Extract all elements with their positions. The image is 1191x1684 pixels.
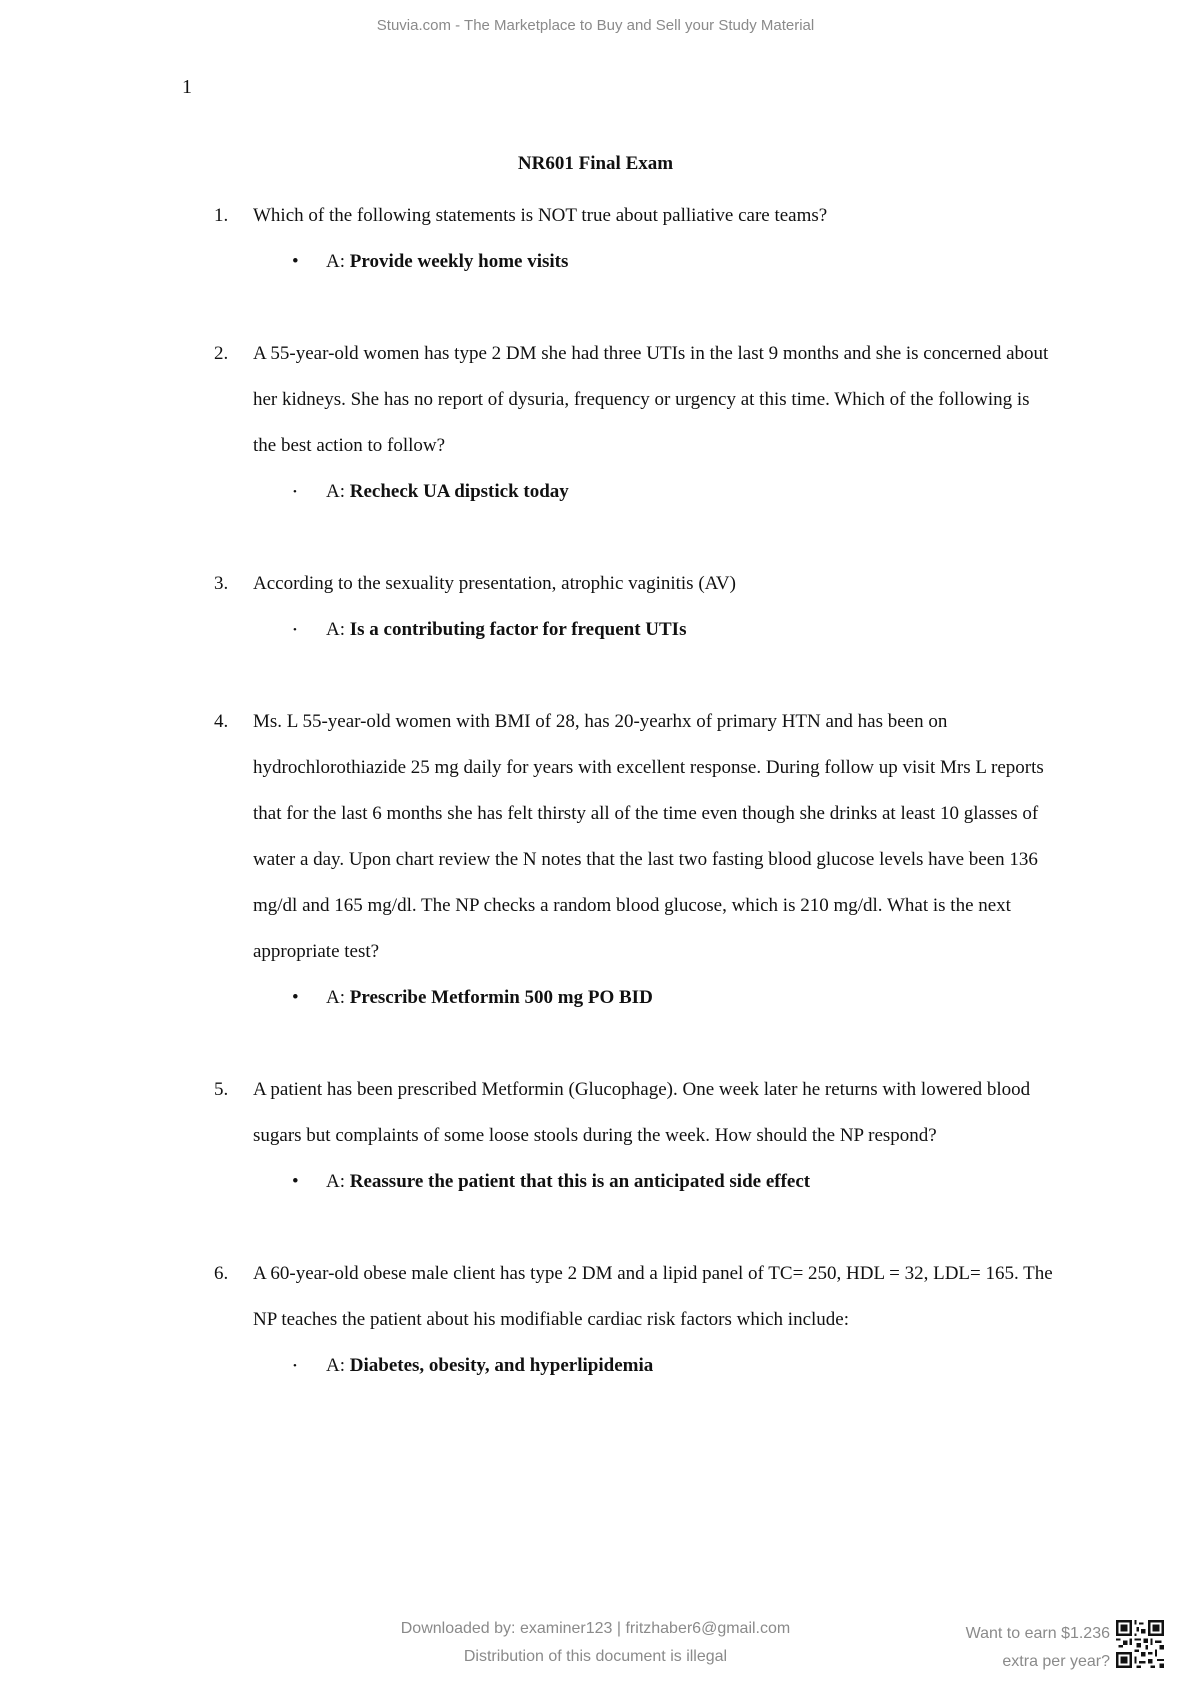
question-number: 3.	[214, 573, 229, 594]
answer-line	[292, 1159, 1191, 1205]
question-text: A 55-year-old women has type 2 DM she had three UTIs in the last 9 months and she is concerned about her kidneys. She has no report of dysuria, frequency or urgency at this time. Which of the following is the best action to follow?	[253, 343, 1049, 456]
answer-line	[293, 469, 1191, 515]
question-item	[0, 699, 1191, 1021]
answer-prefix: A:	[326, 251, 345, 272]
bullet-icon: •	[293, 486, 297, 498]
bullet-icon: •	[293, 624, 297, 636]
answer-text: Is a contributing factor for frequent UTIs	[349, 619, 687, 640]
question-number: 2.	[214, 343, 229, 364]
question-number: 4.	[214, 711, 229, 732]
question-item	[0, 331, 1191, 515]
answer-text: Provide weekly home visits	[349, 251, 569, 272]
answer-line	[292, 975, 1191, 1021]
answer-prefix: A:	[326, 481, 345, 502]
document-title: NR601 Final Exam	[517, 153, 674, 174]
answer-text: Prescribe Metformin 500 mg PO BID	[349, 987, 653, 1008]
question-item	[0, 561, 1191, 653]
distribution-notice: Distribution of this document is illegal	[463, 1648, 728, 1665]
question-number: 5.	[214, 1079, 229, 1100]
answer-prefix: A:	[326, 619, 345, 640]
bullet-icon: •	[293, 1360, 297, 1372]
question-text: Which of the following statements is NOT true about palliative care teams?	[253, 205, 828, 226]
question-text: A patient has been prescribed Metformin (Glucophage). One week later he returns with lowered blood sugars but complaints of some loose stools during the week. How should the NP respond?	[253, 1079, 1031, 1146]
question-text: A 60-year-old obese male client has type 2 DM and a lipid panel of TC= 250, HDL = 32, LDL= 165. The NP teaches the patient about his modifiable cardiac risk factors which include:	[253, 1263, 1053, 1330]
earn-promo[interactable]	[950, 1620, 1110, 1676]
answer-line	[293, 607, 1191, 653]
stuvia-watermark: Stuvia.com - The Marketplace to Buy and Sell your Study Material	[376, 17, 815, 34]
qr-code-icon[interactable]	[1116, 1620, 1164, 1668]
question-item	[0, 193, 1191, 285]
bullet-icon: •	[292, 1171, 299, 1192]
answer-text: Diabetes, obesity, and hyperlipidemia	[349, 1355, 654, 1376]
question-number: 6.	[214, 1263, 229, 1284]
page-number: 1	[182, 76, 192, 98]
answer-text: Reassure the patient that this is an anticipated side effect	[349, 1171, 811, 1192]
bullet-icon: •	[292, 251, 299, 272]
answer-prefix: A:	[326, 987, 345, 1008]
promo-line-1: Want to earn $1.236	[965, 1625, 1110, 1642]
answer-line	[292, 239, 1191, 285]
question-item	[0, 1251, 1191, 1389]
question-list	[0, 193, 1191, 1435]
bullet-icon: •	[292, 987, 299, 1008]
answer-prefix: A:	[326, 1171, 345, 1192]
question-item	[0, 1067, 1191, 1205]
promo-line-2: extra per year?	[1002, 1653, 1110, 1670]
answer-line	[293, 1343, 1191, 1389]
answer-prefix: A:	[326, 1355, 345, 1376]
question-text: According to the sexuality presentation, atrophic vaginitis (AV)	[253, 573, 736, 594]
question-number: 1.	[214, 205, 229, 226]
answer-text: Recheck UA dipstick today	[349, 481, 569, 502]
question-text: Ms. L 55-year-old women with BMI of 28, has 20-yearhx of primary HTN and has been on hydrochlorothiazide 25 mg daily for years with excellent response. During follow up visit Mrs L reports that for the last 6 months she has felt thirsty all of the time even though she drinks at least 10 glasses of water a day. Upon chart review the N notes that the last two fasting blood glucose levels have been 136 mg/dl and 165 mg/dl. The NP checks a random blood glucose, which is 210 mg/dl. What is the next appropriate test?	[253, 711, 1044, 962]
downloaded-by-text: Downloaded by: examiner123 | fritzhaber6@gmail.com	[400, 1620, 791, 1637]
